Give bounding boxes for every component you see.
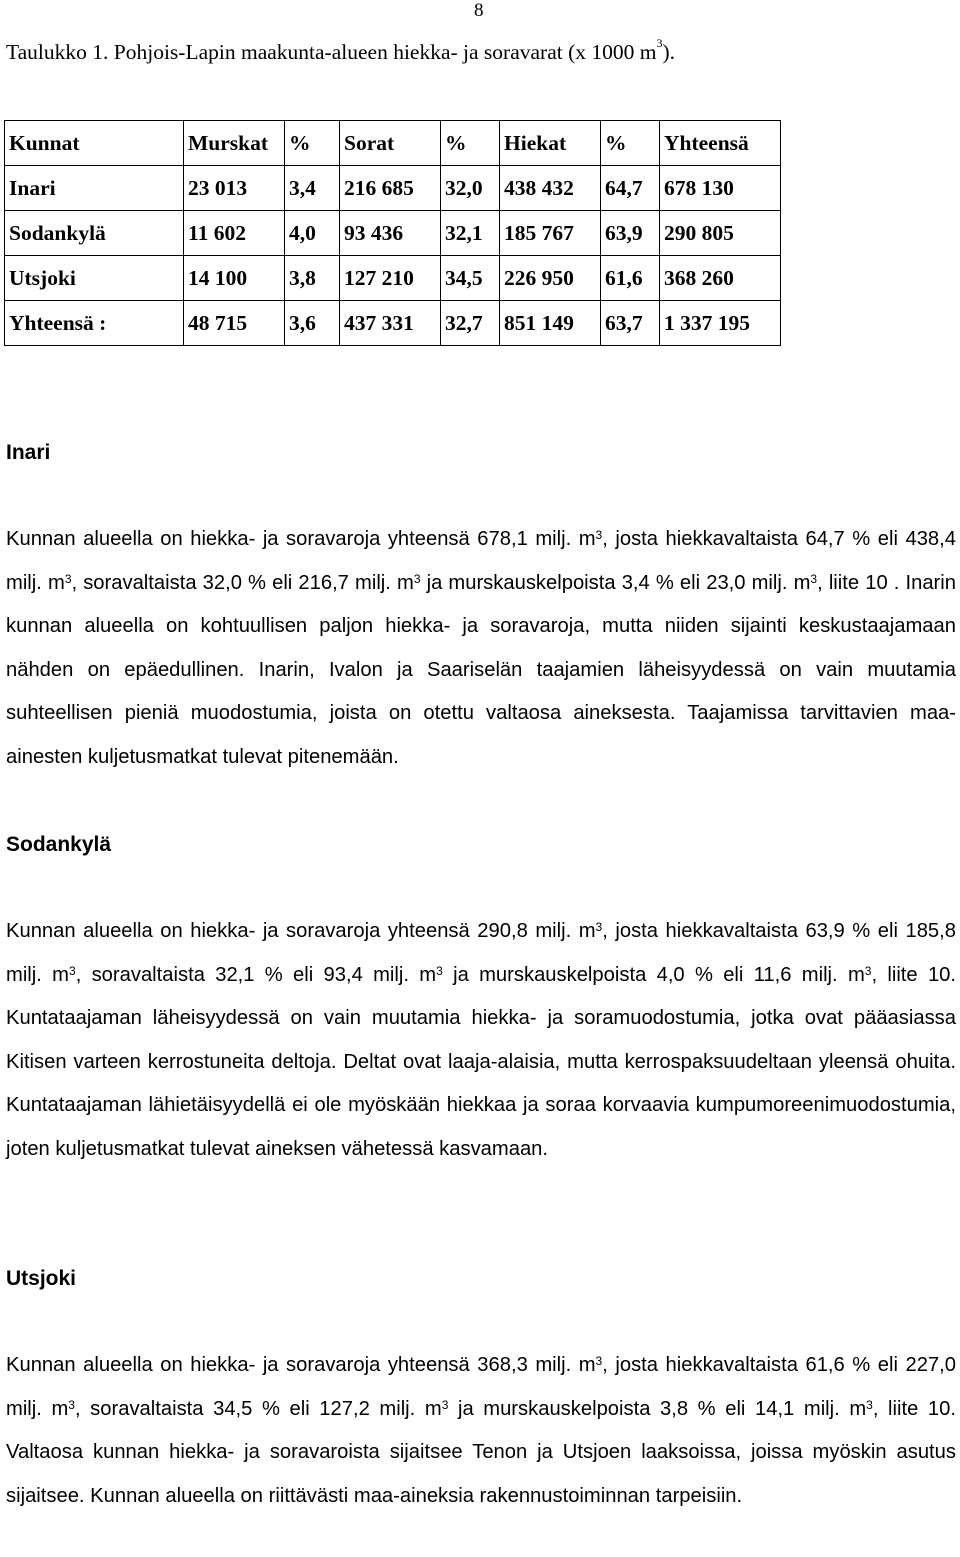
page-number: 8 [474,0,484,21]
header-cell: Sorat [340,121,441,166]
paragraph-text: , josta hiekkavaltaista 64,7 % eli 438,4 milj. m [6,528,956,594]
cell: 216 685 [340,166,441,211]
paragraph-text: Kunnan alueella on hiekka- ja soravaroja yhteensä 678,1 milj. m [6,528,596,550]
table-total-row [5,301,781,346]
superscript: 3 [864,963,872,978]
cell: 226 950 [500,256,601,301]
superscript: 3 [413,571,421,586]
section-paragraph-utsjoki [6,1344,956,1518]
paragraph-text: , liite 10. Valtaosa kunnan hiekka- ja soravaroista sijaitsee Tenon ja Utsjoen laaksoissa, joissa myöskin asutus sijaitsee. Kunnan alueella on riittävästi maa-aineksia rakennustoiminnan tarpeisiin. [6,1397,956,1507]
header-cell: Murskat [184,121,285,166]
superscript: 3 [436,963,443,978]
cell: 64,7 [601,166,660,211]
cell: 63,9 [601,211,660,256]
paragraph-text: Kunnan alueella on hiekka- ja soravaroja yhteensä 290,8 milj. m [6,920,596,942]
cell: 290 805 [660,211,781,256]
cell: 3,6 [285,301,340,346]
section-paragraph-inari [6,518,956,779]
cell: 3,4 [285,166,340,211]
cell: 678 130 [660,166,781,211]
paragraph-text: ja murskauskelpoista 3,4 % eli 23,0 milj. m [420,571,811,594]
cell: 48 715 [184,301,285,346]
table-caption [6,36,676,65]
header-cell: % [601,121,660,166]
cell: 437 331 [340,301,441,346]
paragraph-text: ja murskauskelpoista 4,0 % eli 11,6 milj. m [442,963,865,986]
paragraph-text: , soravaltaista 34,5 % eli 127,2 milj. m [74,1397,442,1420]
superscript: 3 [595,528,603,542]
superscript: 3 [441,1397,449,1412]
paragraph-text: , josta hiekkavaltaista 63,9 % eli 185,8 milj. m [6,920,956,986]
paragraph-text: Kunnan alueella on hiekka- ja soravaroja yhteensä 368,3 milj. m [6,1354,596,1376]
header-cell: % [285,121,340,166]
header-cell: Kunnat [5,121,184,166]
cell: 23 013 [184,166,285,211]
section-heading-utsjoki: Utsjoki [6,1267,77,1290]
cell: Yhteensä : [5,301,184,346]
section-heading-inari: Inari [6,441,51,464]
cell: 93 436 [340,211,441,256]
header-cell: % [441,121,500,166]
superscript: 3 [64,571,72,586]
cell: 127 210 [340,256,441,301]
cell: 34,5 [441,256,500,301]
superscript: 3 [68,1397,75,1412]
paragraph-text: , soravaltaista 32,0 % eli 216,7 milj. m [71,571,414,594]
cell: 368 260 [660,256,781,301]
superscript: 3 [595,1354,603,1368]
table-row [5,256,781,301]
cell: 32,0 [441,166,500,211]
section-paragraph-sodankyla [6,910,956,1171]
cell: Sodankylä [5,211,184,256]
caption-text: Taulukko 1. Pohjois-Lapin maakunta-alueen hiekka- ja soravarat (x 1000 m [6,40,657,64]
header-cell: Hiekat [500,121,601,166]
cell: 438 432 [500,166,601,211]
cell: Utsjoki [5,256,184,301]
resources-table [4,120,781,346]
superscript: 3 [69,963,76,978]
cell: 851 149 [500,301,601,346]
cell: 14 100 [184,256,285,301]
cell: 11 602 [184,211,285,256]
paragraph-text: , soravaltaista 32,1 % eli 93,4 milj. m [75,963,437,986]
superscript: 3 [595,920,603,934]
header-cell: Yhteensä [660,121,781,166]
cell: 1 337 195 [660,301,781,346]
table-row [5,166,781,211]
table-row [5,211,781,256]
cell: 3,8 [285,256,340,301]
cell: 185 767 [500,211,601,256]
superscript: 3 [866,1397,873,1412]
section-heading-sodankyla: Sodankylä [6,833,112,856]
paragraph-text: ja murskauskelpoista 3,8 % eli 14,1 milj. m [448,1397,867,1420]
cell: 63,7 [601,301,660,346]
cell: 32,1 [441,211,500,256]
paragraph-text: , josta hiekkavaltaista 61,6 % eli 227,0 milj. m [6,1354,956,1420]
paragraph-text: , liite 10 . Inarin kunnan alueella on kohtuullisen paljon hiekka- ja soravaroja, mutta niiden sijainti keskustaajamaan nähden on epäedullinen. Inarin, Ivalon ja Saariselän taajamien läheisyydessä on vain muutamia suhteellisen pieniä muodostumia, joista on otettu valtaosa aineksesta. Taajamissa tarvittavien maa-ainesten kuljetusmatkat tulevat pitenemään. [6,571,956,768]
caption-tail: ). [662,40,676,64]
cell: 32,7 [441,301,500,346]
paragraph-text: , liite 10. Kuntataajaman läheisyydessä on vain muutamia hiekka- ja soramuodostumia, jotka ovat pääasiassa Kitisen varteen kerrostuneita deltoja. Deltat ovat laaja-alaisia, mutta kerrospaksuudeltaan yleensä ohuita. Kuntataajaman lähietäisyydellä ei ole myöskään hiekkaa ja soraa korvaavia kumpumoreenimuodostumia, joten kuljetusmatkat tulevat aineksen vähetessä kasvamaan. [6,963,957,1160]
superscript: 3 [810,571,818,586]
table-header-row [5,121,781,166]
caption-superscript: 3 [656,36,663,50]
cell: 4,0 [285,211,340,256]
cell: Inari [5,166,184,211]
cell: 61,6 [601,256,660,301]
